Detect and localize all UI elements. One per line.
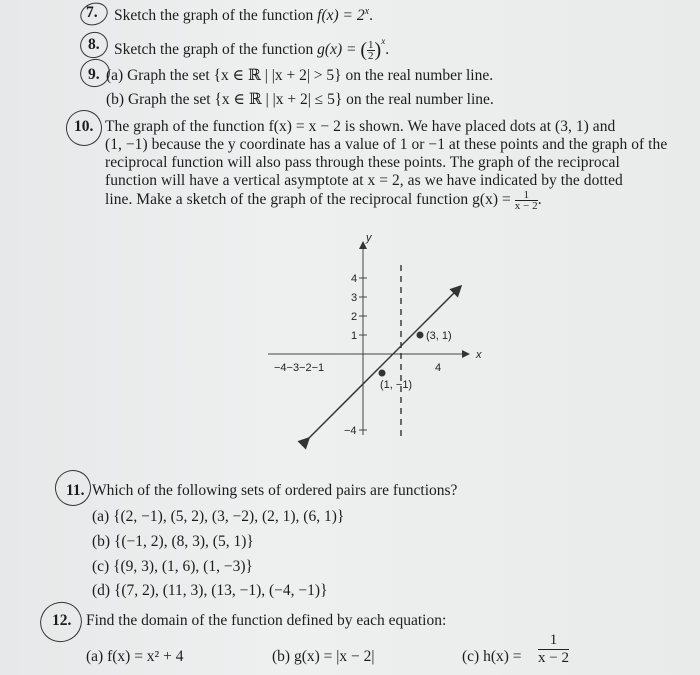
point-3-1 (417, 332, 424, 339)
problem-10-line: function will have a vertical asymptote at x = 2, as we have indicated by the dotted (105, 172, 623, 189)
problem-12-b: (b) g(x) = |x − 2| (272, 648, 375, 665)
point-1-minus1 (379, 370, 386, 377)
point-1-minus1-label: (1, −1) (380, 379, 413, 391)
y-tick-2: 2 (351, 311, 358, 323)
problem-11-question: Which of the following sets of ordered pairs are functions? (92, 482, 458, 499)
problem-12-a: (a) f(x) = x² + 4 (86, 648, 184, 665)
problem-7-function: f(x) = 2 (317, 7, 365, 25)
problem-8-text: Sketch the graph of the function g(x) = ( $\frac{1}{2}$ )$^x$. (114, 36, 390, 62)
problem-10-fraction: $\frac{1}{x - 2}$ (514, 189, 538, 212)
problem-7-suffix: . (369, 7, 373, 25)
problem-11-option-a: (a) {(2, −1), (5, 2), (3, −2), (2, 1), (6, 1)} (92, 508, 345, 525)
problem-12-c-fraction: 1 x − 2 (538, 632, 569, 666)
problem-12-question: Find the domain of the function defined by each equation: (86, 612, 447, 629)
problem-12-c: (c) h(x) = (462, 648, 522, 665)
problem-11-option-c: (c) {(9, 3), (1, 6), (1, −3)} (92, 558, 253, 575)
problem-11-number: 11. (66, 482, 85, 499)
y-tick-4: 4 (351, 273, 358, 285)
problem-10-line: reciprocal function will also pass through these points. The graph of the reciprocal (105, 154, 620, 171)
problem-10-paragraph (105, 118, 668, 212)
problem-9-number: 9. (88, 66, 100, 83)
x-ticks-negative: −4−3−2−1 (274, 362, 325, 374)
problem-11-option-d: (d) {(7, 2), (11, 3), (13, −1), (−4, −1)} (92, 582, 328, 599)
problem-10-last-line: line. Make a sketch of the graph of the reciprocal function g(x) = $\frac{1}{x - 2}$ . (105, 189, 542, 212)
problem-8-prefix: Sketch the graph of the function (114, 41, 318, 58)
problem-10-line: (1, −1) because the y coordinate has a value of 1 or −1 at these points and the graph of the (105, 136, 668, 153)
problem-7-number: 7. (86, 4, 98, 21)
problem-9a: (a) Graph the set {x ∈ ℝ | |x + 2| > 5} on the real number line. (106, 67, 494, 84)
x-axis-label: x (476, 349, 482, 361)
problem-9b: (b) Graph the set {x ∈ ℝ | |x + 2| ≤ 5} on the real number line. (106, 91, 494, 108)
problem-8-fraction: $\frac{1}{2}$ (368, 38, 374, 62)
problem-8-function: g(x) = (317, 41, 361, 58)
problem-7-text (114, 6, 373, 25)
y-tick-neg4: −4 (344, 425, 357, 437)
problem-12-number: 12. (52, 612, 72, 629)
y-tick-3: 3 (351, 292, 358, 304)
problem-7-exponent: x (364, 6, 370, 17)
y-axis-label: y (366, 232, 372, 244)
point-3-1-label: (3, 1) (426, 330, 452, 342)
function-graph (260, 225, 510, 455)
x-tick-4: 4 (435, 362, 442, 374)
problem-10-number: 10. (74, 118, 94, 135)
problem-8-number: 8. (88, 36, 100, 53)
problem-11-option-b: (b) {(−1, 2), (8, 3), (5, 1)} (92, 533, 254, 550)
y-tick-1: 1 (351, 330, 358, 342)
problem-7-prefix: Sketch the graph of the function (114, 7, 318, 25)
problem-10-line: The graph of the function f(x) = x − 2 is shown. We have placed dots at (3, 1) and (105, 118, 616, 135)
